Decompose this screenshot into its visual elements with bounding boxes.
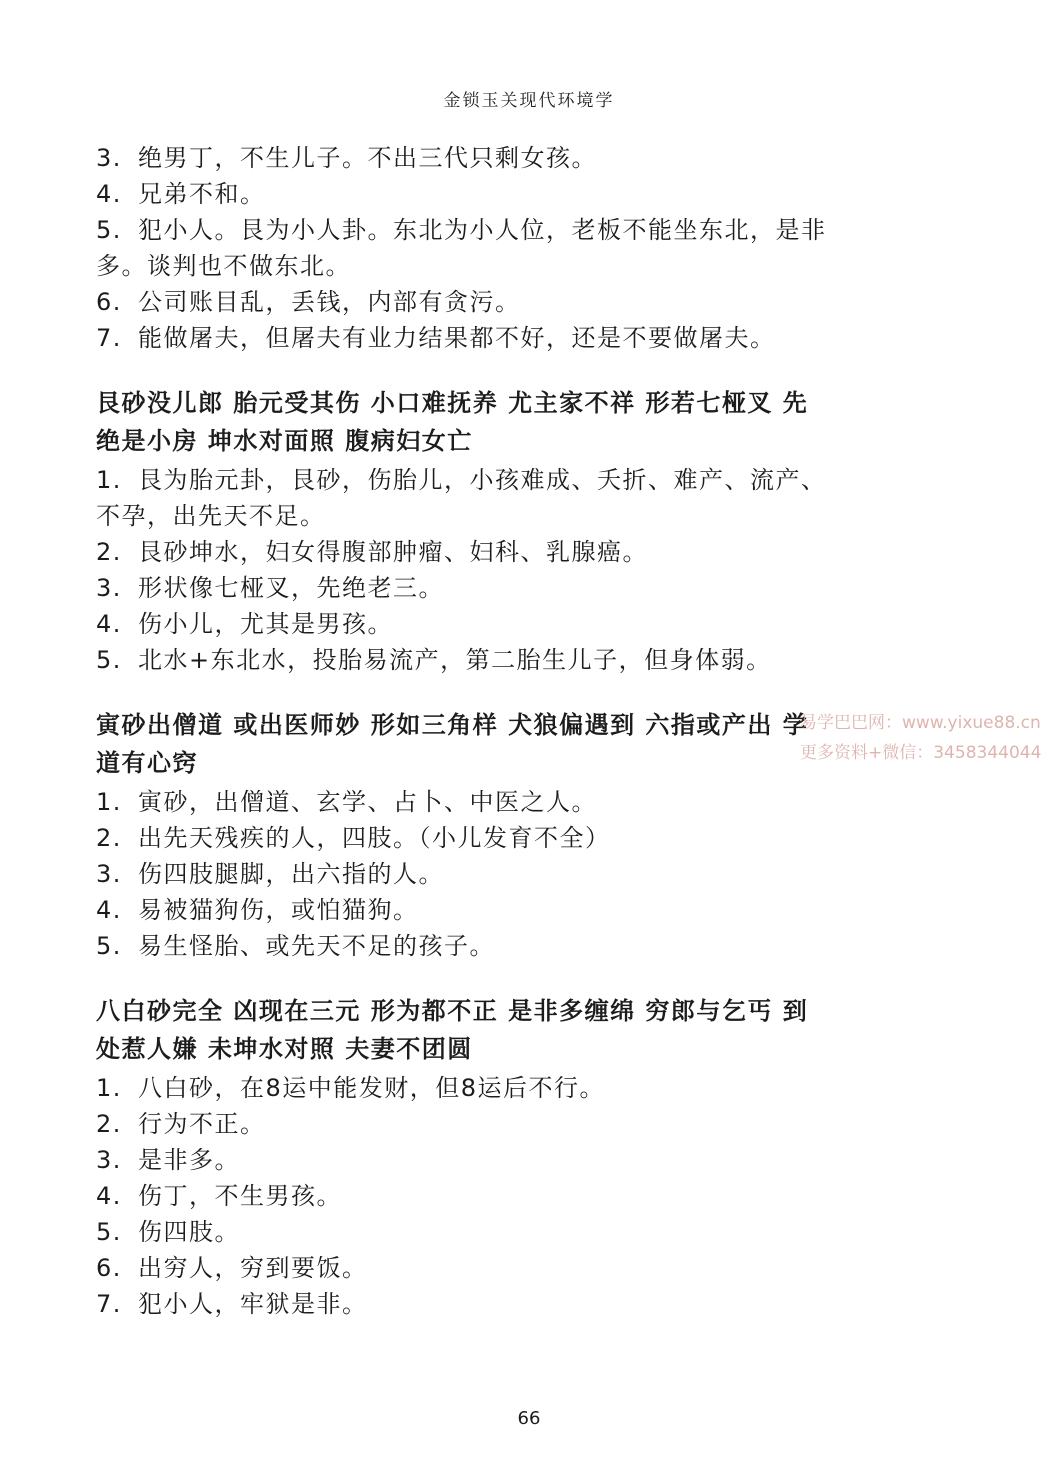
section-gen-sha — [96, 384, 936, 678]
list-item: 4. 伤小儿，尤其是男孩。 — [96, 610, 393, 638]
list-item: 1. 艮为胎元卦，艮砂，伤胎儿，小孩难成、夭折、难产、流产、 — [96, 466, 827, 494]
section-heading: 八白砂完全 凶现在三元 形为都不正 是非多缠绵 穷郎与乞丐 到 处惹人嫌 未坤水对照 夫妻不团圆 — [96, 997, 809, 1063]
list-item: 2. 行为不正。 — [96, 1110, 266, 1138]
list-item: 6. 公司账目乱，丢钱，内部有贪污。 — [96, 288, 521, 316]
section-ba-bai-sha — [96, 992, 936, 1322]
list-item: 3. 是非多。 — [96, 1146, 240, 1174]
list-item: 2. 出先天残疾的人，四肢。（小儿发育不全） — [96, 824, 611, 852]
list-item: 2. 艮砂坤水，妇女得腹部肿瘤、妇科、乳腺癌。 — [96, 538, 648, 566]
list-item: 7. 犯小人，牢狱是非。 — [96, 1290, 368, 1318]
list-item: 5. 伤四肢。 — [96, 1218, 240, 1246]
list-item: 3. 绝男丁，不生儿子。不出三代只剩女孩。 — [96, 144, 597, 172]
list-item: 1. 八白砂，在8运中能发财，但8运后不行。 — [96, 1074, 606, 1102]
section-heading: 寅砂出僧道 或出医师妙 形如三角样 犬狼偏遇到 六指或产出 学 道有心窍 — [96, 711, 809, 777]
list-item: 1. 寅砂，出僧道、玄学、占卜、中医之人。 — [96, 788, 597, 816]
list-item: 4. 兄弟不和。 — [96, 180, 266, 208]
list-item: 3. 形状像七桠叉，先绝老三。 — [96, 574, 444, 602]
list-item: 5. 易生怪胎、或先天不足的孩子。 — [96, 932, 495, 960]
running-header: 金锁玉关现代环境学 — [443, 91, 615, 111]
list-item-continuation: 多。谈判也不做东北。 — [96, 252, 351, 280]
list-item: 4. 易被猫狗伤，或怕猫狗。 — [96, 896, 419, 924]
list-item: 7. 能做屠夫，但屠夫有业力结果都不好，还是不要做屠夫。 — [96, 324, 776, 352]
list-item: 4. 伤丁，不生男孩。 — [96, 1182, 342, 1210]
list-item: 5. 犯小人。艮为小人卦。东北为小人位，老板不能坐东北，是非 — [96, 216, 827, 244]
section-heading: 艮砂没儿郎 胎元受其伤 小口难抚养 尤主家不祥 形若七桠叉 先 绝是小房 坤水对面照 腹病妇女亡 — [96, 389, 809, 455]
page-number: 66 — [517, 1408, 541, 1429]
top-list — [96, 140, 936, 356]
list-item-continuation: 不孕，出先天不足。 — [96, 502, 326, 530]
list-item: 6. 出穷人，穷到要饭。 — [96, 1254, 368, 1282]
watermark: 易学巴巴网：www.yixue88.cn 更多资料+微信：3458344044 — [800, 713, 1042, 763]
list-item: 5. 北水+东北水，投胎易流产，第二胎生儿子，但身体弱。 — [96, 646, 772, 674]
list-item: 3. 伤四肢腿脚，出六指的人。 — [96, 860, 444, 888]
